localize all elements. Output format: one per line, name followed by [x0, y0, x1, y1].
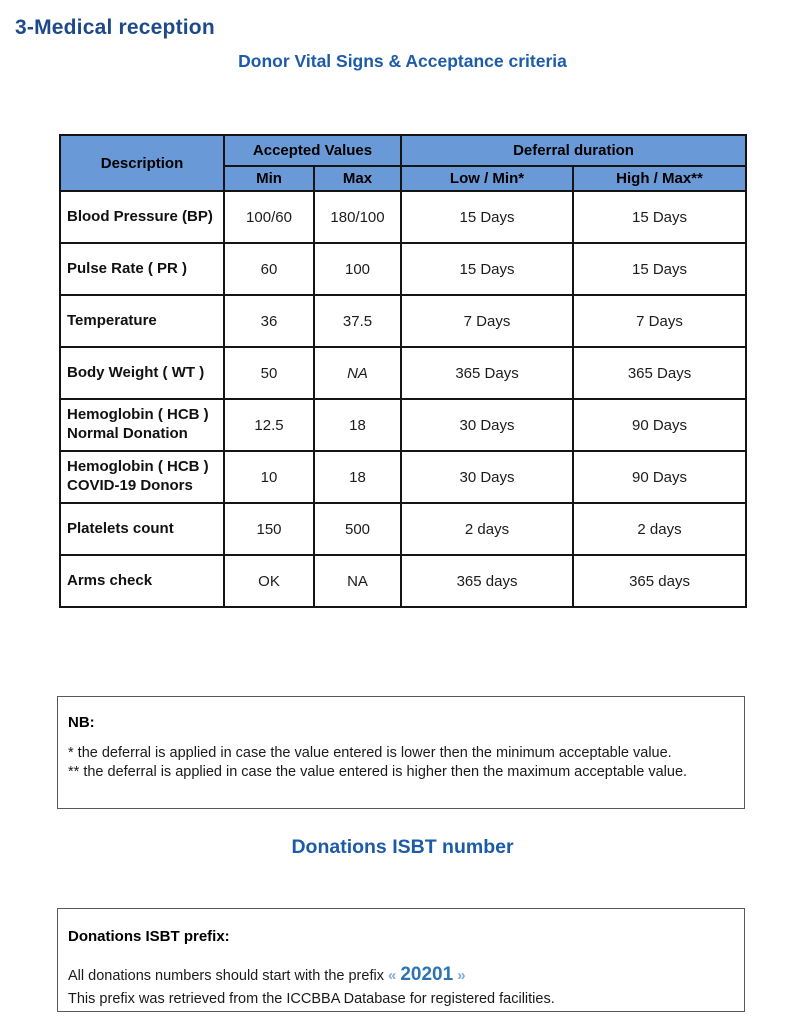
min-cell: 60	[224, 243, 314, 295]
low-deferral-cell: 7 Days	[401, 295, 573, 347]
high-deferral-cell: 15 Days	[573, 191, 746, 243]
table-row-blood-pressure	[60, 191, 746, 243]
column-header-low-min: Low / Min*	[401, 166, 573, 191]
low-deferral-cell: 15 Days	[401, 243, 573, 295]
column-header-min: Min	[224, 166, 314, 191]
table-row-body-weight	[60, 347, 746, 399]
min-cell: 100/60	[224, 191, 314, 243]
column-header-accepted-values: Accepted Values	[224, 135, 401, 166]
max-cell: NA	[314, 555, 401, 607]
max-cell: 100	[314, 243, 401, 295]
max-cell: 500	[314, 503, 401, 555]
isbt-prefix-text: All donations numbers should start with the prefix	[68, 968, 384, 984]
section-title-donations-isbt: Donations ISBT number	[291, 836, 514, 858]
section-subtitle: Donor Vital Signs & Acceptance criteria	[238, 51, 567, 71]
high-deferral-cell: 90 Days	[573, 399, 746, 451]
description-cell: Platelets count	[60, 503, 224, 555]
table-row-temperature	[60, 295, 746, 347]
guillemet-open: «	[387, 967, 397, 984]
high-deferral-cell: 90 Days	[573, 451, 746, 503]
low-deferral-cell: 365 Days	[401, 347, 573, 399]
isbt-prefix-value: 20201	[400, 964, 454, 985]
high-deferral-cell: 2 days	[573, 503, 746, 555]
column-header-deferral-duration: Deferral duration	[401, 135, 746, 166]
description-cell: Temperature	[60, 295, 224, 347]
description-cell: Hemoglobin ( HCB ) COVID-19 Donors	[60, 451, 224, 503]
guillemet-close: »	[457, 967, 466, 984]
low-deferral-cell: 365 days	[401, 555, 573, 607]
isbt-prefix-label: Donations ISBT prefix:	[68, 928, 230, 945]
low-deferral-cell: 15 Days	[401, 191, 573, 243]
vitals-criteria-table	[59, 134, 747, 608]
max-cell: 18	[314, 399, 401, 451]
min-cell: 36	[224, 295, 314, 347]
min-cell: 50	[224, 347, 314, 399]
max-cell: NA	[314, 347, 401, 399]
min-cell: OK	[224, 555, 314, 607]
nb-note-high: ** the deferral is applied in case the value entered is higher then the maximum acceptable value.	[68, 764, 688, 780]
description-cell: Pulse Rate ( PR )	[60, 243, 224, 295]
min-cell: 150	[224, 503, 314, 555]
description-cell: Arms check	[60, 555, 224, 607]
description-cell: Blood Pressure (BP)	[60, 191, 224, 243]
min-cell: 10	[224, 451, 314, 503]
isbt-prefix-line	[68, 964, 732, 986]
nb-label: NB:	[68, 714, 95, 731]
high-deferral-cell: 365 Days	[573, 347, 746, 399]
low-deferral-cell: 30 Days	[401, 451, 573, 503]
min-cell: 12.5	[224, 399, 314, 451]
high-deferral-cell: 365 days	[573, 555, 746, 607]
column-header-description: Description	[60, 135, 224, 191]
nb-note-low: * the deferral is applied in case the value entered is lower then the minimum acceptable value.	[68, 745, 672, 761]
table-row-arms-check	[60, 555, 746, 607]
description-cell: Hemoglobin ( HCB ) Normal Donation	[60, 399, 224, 451]
isbt-source-note: This prefix was retrieved from the ICCBBA Database for registered facilities.	[68, 991, 555, 1007]
column-header-high-max: High / Max**	[573, 166, 746, 191]
max-cell: 180/100	[314, 191, 401, 243]
header-row-groups	[60, 135, 746, 166]
max-cell: 18	[314, 451, 401, 503]
isbt-prefix-box	[57, 908, 745, 1012]
page-title: 3-Medical reception	[15, 16, 215, 39]
max-cell: 37.5	[314, 295, 401, 347]
high-deferral-cell: 15 Days	[573, 243, 746, 295]
table-row-platelets	[60, 503, 746, 555]
high-deferral-cell: 7 Days	[573, 295, 746, 347]
column-header-max: Max	[314, 166, 401, 191]
table-row-pulse-rate	[60, 243, 746, 295]
table-row-hemoglobin-normal	[60, 399, 746, 451]
low-deferral-cell: 30 Days	[401, 399, 573, 451]
nb-note-box	[57, 696, 745, 809]
table-row-hemoglobin-covid	[60, 451, 746, 503]
description-cell: Body Weight ( WT )	[60, 347, 224, 399]
low-deferral-cell: 2 days	[401, 503, 573, 555]
